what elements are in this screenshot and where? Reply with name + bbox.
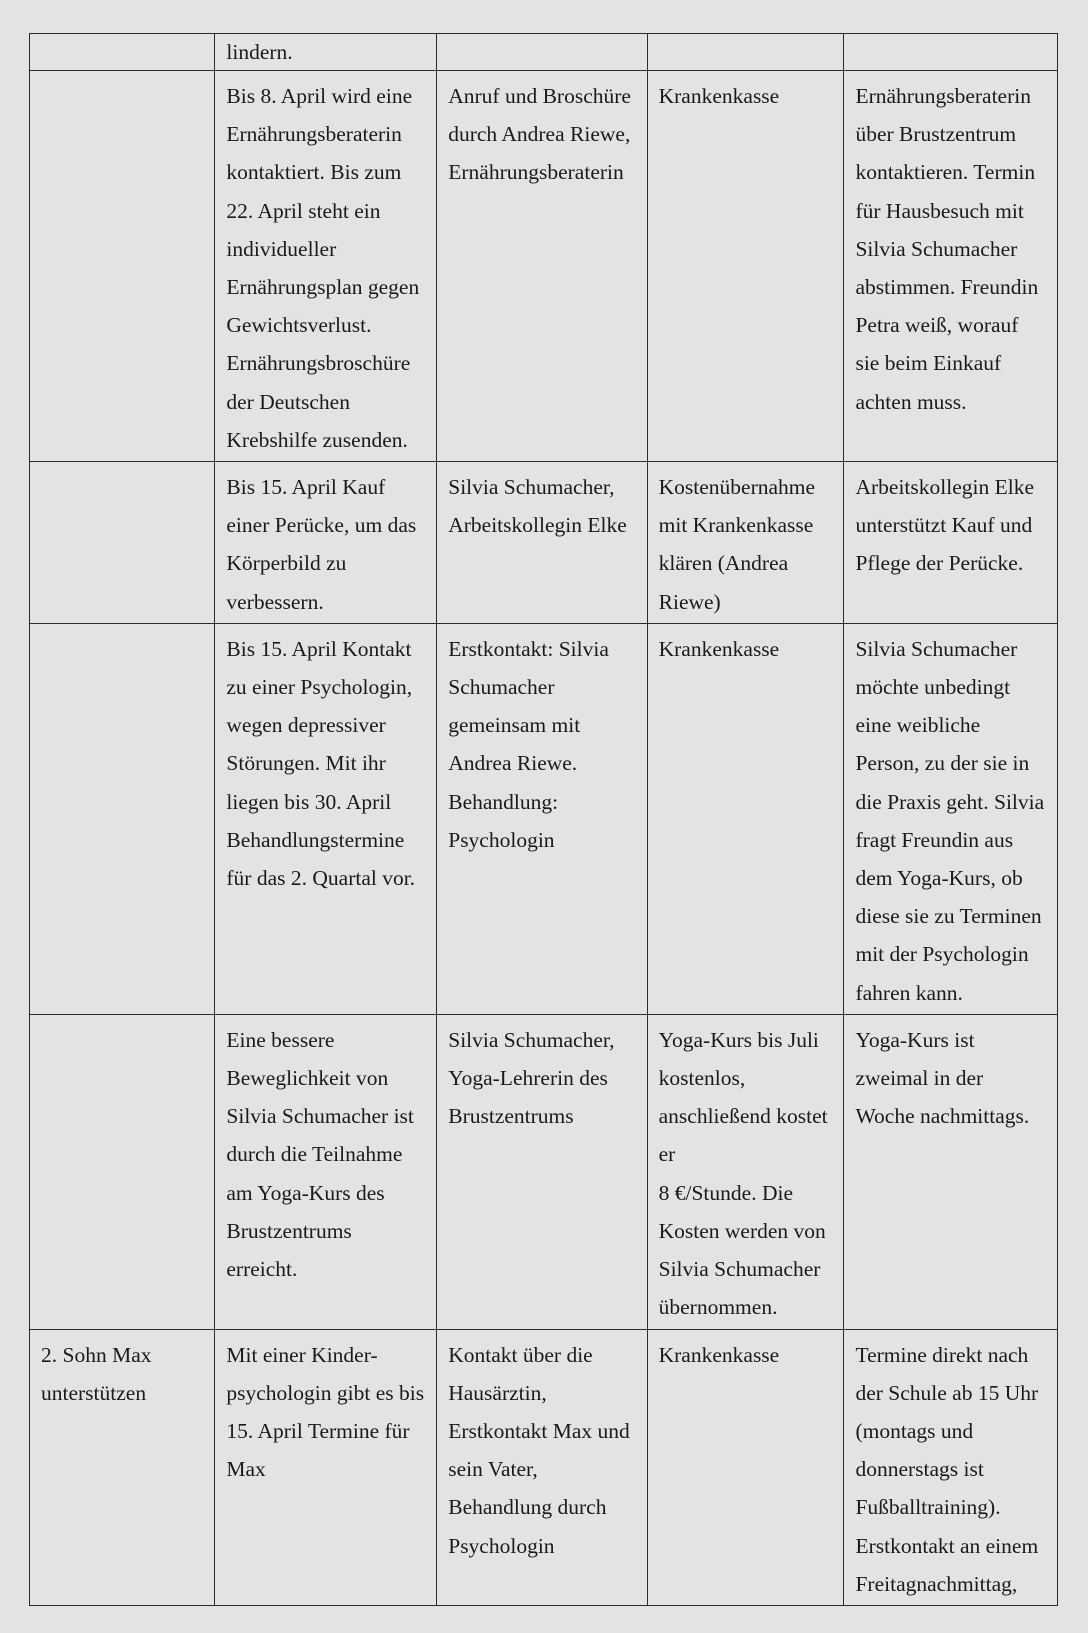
problem-cell — [30, 1014, 215, 1329]
problem-cell: 2. Sohn Max unterstützen — [30, 1329, 215, 1605]
goal-cell: Mit einer Kinder-psychologin gibt es bis 15. April Termine für Max — [215, 1329, 437, 1605]
problem-cell — [30, 71, 215, 462]
table-row — [30, 71, 1058, 462]
goal-cell: Bis 8. April wird eine Ernährungsberaterin kontaktiert. Bis zum 22. April steht ein individueller Ernährungsplan gegen Gewichtsverlust. Ernährungsbroschüre der Deutschen Krebshilfe zusenden. — [215, 71, 437, 462]
resources-cell: Yoga-Kurs bis Juli kostenlos, anschließend kostet er 8 €/Stunde. Die Kosten werden von Silvia Schumacher übernommen. — [647, 1014, 844, 1329]
measure-cell: Silvia Schumacher, Yoga-Lehrerin des Brustzentrums — [437, 1014, 647, 1329]
goal-cell: Eine bessere Beweglichkeit von Silvia Schumacher ist durch die Teilnahme am Yoga-Kurs des Brustzentrums erreicht. — [215, 1014, 437, 1329]
care-plan-table — [29, 33, 1058, 1606]
problem-cell — [30, 462, 215, 624]
resources-cell: Kostenübernahme mit Krankenkasse klären (Andrea Riewe) — [647, 462, 844, 624]
resources-cell: Krankenkasse — [647, 1329, 844, 1605]
problem-cell — [30, 623, 215, 1014]
goal-cell: Bis 15. April Kontakt zu einer Psychologin, wegen depressiver Störungen. Mit ihr liegen bis 30. April Behandlungstermine für das 2. Quartal vor. — [215, 623, 437, 1014]
notes-cell: Silvia Schumacher möchte unbedingt eine weibliche Person, zu der sie in die Praxis geht. Silvia fragt Freundin aus dem Yoga-Kurs, ob diese sie zu Terminen mit der Psychologin fahren kann. — [844, 623, 1058, 1014]
table-row — [30, 1014, 1058, 1329]
measure-cell: Erstkontakt: Silvia Schumacher gemeinsam mit Andrea Riewe. Behandlung: Psychologin — [437, 623, 647, 1014]
problem-cell — [30, 34, 215, 71]
table-row — [30, 623, 1058, 1014]
resources-cell: Krankenkasse — [647, 71, 844, 462]
measure-cell: Kontakt über die Hausärztin, Erstkontakt Max und sein Vater, Behandlung durch Psychologin — [437, 1329, 647, 1605]
measure-cell: Anruf und Broschüre durch Andrea Riewe, Ernährungsberaterin — [437, 71, 647, 462]
goal-cell: lindern. — [215, 34, 437, 71]
notes-cell: Ernährungsberaterin über Brustzentrum kontaktieren. Termin für Hausbesuch mit Silvia Schumacher abstimmen. Freundin Petra weiß, worauf sie beim Einkauf achten muss. — [844, 71, 1058, 462]
table-row — [30, 1329, 1058, 1605]
goal-cell: Bis 15. April Kauf einer Perücke, um das Körperbild zu verbessern. — [215, 462, 437, 624]
notes-cell: Yoga-Kurs ist zweimal in der Woche nachmittags. — [844, 1014, 1058, 1329]
resources-cell — [647, 34, 844, 71]
table-row — [30, 34, 1058, 71]
measure-cell: Silvia Schumacher, Arbeitskollegin Elke — [437, 462, 647, 624]
table-row — [30, 462, 1058, 624]
notes-cell: Arbeitskollegin Elke unterstützt Kauf und Pflege der Perücke. — [844, 462, 1058, 624]
resources-cell: Krankenkasse — [647, 623, 844, 1014]
measure-cell — [437, 34, 647, 71]
notes-cell — [844, 34, 1058, 71]
notes-cell: Termine direkt nach der Schule ab 15 Uhr (montags und donnerstags ist Fußballtraining). Erstkontakt an einem Freitagnachmittag, — [844, 1329, 1058, 1605]
